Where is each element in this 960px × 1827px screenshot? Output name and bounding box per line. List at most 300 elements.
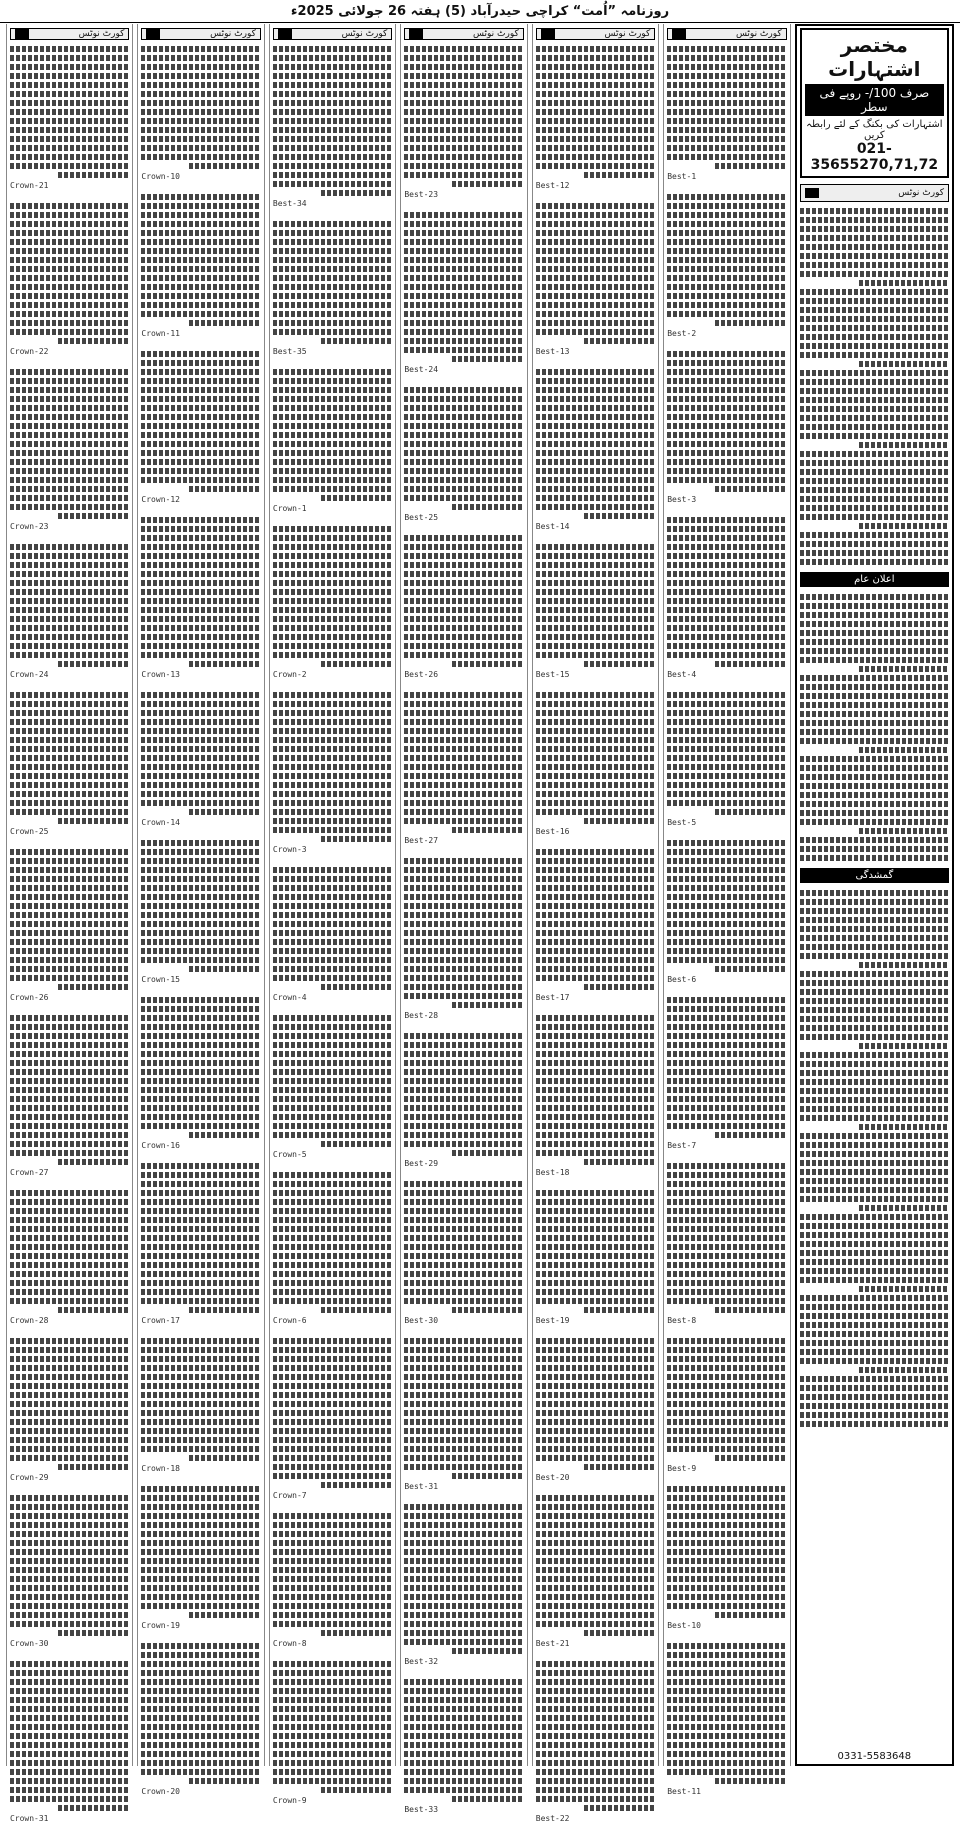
text-line <box>141 1513 260 1519</box>
text-line <box>404 1410 523 1416</box>
text-line <box>667 517 786 523</box>
text-line <box>141 1347 260 1353</box>
text-line <box>58 513 130 519</box>
text-line <box>10 544 129 550</box>
text-line <box>667 903 786 909</box>
text-line <box>404 1603 523 1609</box>
text-line <box>189 1307 261 1313</box>
text-line <box>667 212 786 218</box>
text-line <box>667 378 786 384</box>
text-line <box>536 127 655 133</box>
text-line <box>141 1181 260 1187</box>
text-line <box>404 1724 523 1730</box>
text-line <box>10 1688 129 1694</box>
text-line <box>10 1015 129 1021</box>
text-line <box>404 311 523 317</box>
text-line <box>667 1078 786 1084</box>
text-line <box>536 459 655 465</box>
text-line <box>667 64 786 70</box>
text-line <box>452 181 524 187</box>
text-line <box>859 1205 949 1211</box>
gavel-icon <box>672 29 686 39</box>
text-line <box>273 912 392 918</box>
notice-code: Best-14 <box>535 522 570 531</box>
text-line <box>10 118 129 124</box>
notice-code: Crown-10 <box>141 172 180 181</box>
text-line <box>273 441 392 447</box>
text-line <box>800 343 949 349</box>
text-line <box>404 212 523 218</box>
text-line <box>273 163 392 169</box>
notice-item <box>10 1187 129 1329</box>
text-line <box>667 55 786 61</box>
text-line <box>800 1304 949 1310</box>
text-line <box>273 1015 392 1021</box>
text-line <box>667 1603 786 1609</box>
text-line <box>10 1150 129 1156</box>
text-line <box>10 1522 129 1528</box>
notice-item <box>404 1178 523 1329</box>
text-line <box>667 692 786 698</box>
text-line <box>800 621 949 627</box>
text-line <box>667 1585 786 1591</box>
text-line <box>536 432 655 438</box>
text-line <box>667 194 786 200</box>
notice-item <box>536 1187 655 1329</box>
text-line <box>141 1724 260 1730</box>
text-line <box>800 244 949 250</box>
text-line <box>10 1513 129 1519</box>
text-line <box>273 432 392 438</box>
text-line <box>141 1410 260 1416</box>
court-notice-label: کورٹ نوٹس <box>898 188 944 198</box>
text-line <box>536 1087 655 1093</box>
text-line <box>141 643 260 649</box>
text-line <box>10 387 129 393</box>
text-line <box>536 1558 655 1564</box>
text-line <box>536 903 655 909</box>
text-line <box>667 1504 786 1510</box>
text-line <box>273 230 392 236</box>
notice-item <box>667 837 786 988</box>
text-line <box>141 136 260 142</box>
text-line <box>141 1446 260 1452</box>
notice-code: Best-13 <box>535 347 570 356</box>
text-line <box>273 1132 392 1138</box>
text-line <box>536 1495 655 1501</box>
text-line <box>667 1733 786 1739</box>
text-line <box>141 535 260 541</box>
court-notice-icon <box>536 28 655 40</box>
text-line <box>10 1419 129 1425</box>
notice-item <box>404 689 523 849</box>
text-line <box>10 1437 129 1443</box>
text-line <box>667 1338 786 1344</box>
text-line <box>141 284 260 290</box>
text-line <box>404 580 523 586</box>
notice-item <box>10 689 129 840</box>
header-title: مختصر اشتہارات <box>828 33 921 81</box>
text-line <box>404 1751 523 1757</box>
notice-item <box>667 1640 786 1800</box>
text-line <box>141 1567 260 1573</box>
notice-code: Best-1 <box>667 172 697 181</box>
text-line <box>667 1226 786 1232</box>
text-line <box>536 1289 655 1295</box>
text-line <box>141 1244 260 1250</box>
section-public-tag: اعلان عام <box>800 572 949 587</box>
text-line <box>404 1576 523 1582</box>
text-line <box>141 598 260 604</box>
notice-code: Best-19 <box>535 1316 570 1325</box>
text-line <box>667 1280 786 1286</box>
text-line <box>536 589 655 595</box>
text-line <box>536 1217 655 1223</box>
text-line <box>715 1778 787 1784</box>
text-line <box>404 1190 523 1196</box>
text-line <box>141 360 260 366</box>
notice-code: Crown-20 <box>141 1787 180 1796</box>
text-line <box>273 782 392 788</box>
text-line <box>404 984 523 990</box>
header-note: اشتہارات کی بکنگ کے لئے رابطہ کریں <box>806 119 943 141</box>
text-line <box>10 876 129 882</box>
text-line <box>273 1226 392 1232</box>
text-line <box>141 1428 260 1434</box>
notice-code: Best-7 <box>667 1141 697 1150</box>
notice-code: Crown-16 <box>141 1141 180 1150</box>
text-line <box>141 55 260 61</box>
text-line <box>58 338 130 344</box>
text-line <box>10 894 129 900</box>
text-line <box>404 1612 523 1618</box>
text-line <box>273 91 392 97</box>
notice-code: Best-25 <box>404 513 439 522</box>
text-line <box>667 1531 786 1537</box>
text-line <box>141 728 260 734</box>
notice-code: Best-15 <box>535 670 570 679</box>
text-line <box>273 64 392 70</box>
text-line <box>800 1268 949 1274</box>
text-line <box>536 1670 655 1676</box>
text-line <box>321 1307 393 1313</box>
text-line <box>10 1504 129 1510</box>
text-line <box>141 154 260 160</box>
text-line <box>10 710 129 716</box>
text-line <box>141 1531 260 1537</box>
text-line <box>667 248 786 254</box>
text-line <box>404 598 523 604</box>
text-line <box>667 1751 786 1757</box>
text-line <box>141 858 260 864</box>
text-line <box>273 692 392 698</box>
text-line <box>10 1114 129 1120</box>
text-line <box>10 1531 129 1537</box>
text-line <box>800 208 949 214</box>
text-line <box>536 1383 655 1389</box>
text-line <box>141 1280 260 1286</box>
text-line <box>58 818 130 824</box>
text-line <box>536 746 655 752</box>
text-line <box>800 980 949 986</box>
text-line <box>273 1455 392 1461</box>
notice-code: Best-22 <box>535 1814 570 1823</box>
text-line <box>404 477 523 483</box>
text-line <box>404 634 523 640</box>
text-line <box>859 962 949 968</box>
header-column-body-3 <box>800 887 949 1430</box>
notice-item <box>141 994 260 1154</box>
text-line <box>404 755 523 761</box>
text-line <box>273 320 392 326</box>
text-line <box>584 661 656 667</box>
text-line <box>10 580 129 586</box>
text-line <box>141 1697 260 1703</box>
text-line <box>536 1522 655 1528</box>
text-line <box>667 118 786 124</box>
text-line <box>141 1558 260 1564</box>
notice-code: Best-12 <box>535 181 570 190</box>
text-line <box>273 1033 392 1039</box>
text-line <box>273 1208 392 1214</box>
text-line <box>10 504 129 510</box>
header-phone: 021-35655270,71,72 <box>810 141 939 173</box>
text-line <box>321 1630 393 1636</box>
text-line <box>800 496 949 502</box>
text-line <box>273 921 392 927</box>
masthead: روزنامہ ”اُمت“ کراچی حیدرآباد (5) ہفتہ 26 جولائی 2025ء <box>0 0 960 23</box>
notice-code: Best-34 <box>272 199 307 208</box>
text-line <box>273 701 392 707</box>
text-line <box>667 1392 786 1398</box>
text-line <box>273 827 392 833</box>
text-line <box>141 876 260 882</box>
text-line <box>404 1347 523 1353</box>
text-line <box>10 100 129 106</box>
text-line <box>536 1760 655 1766</box>
text-line <box>141 1715 260 1721</box>
text-line <box>667 423 786 429</box>
text-line <box>404 347 523 353</box>
text-line <box>715 1132 787 1138</box>
text-line <box>536 1190 655 1196</box>
text-line <box>859 1367 949 1373</box>
text-line <box>273 275 392 281</box>
text-line <box>667 1661 786 1667</box>
text-line <box>536 1150 655 1156</box>
text-line <box>800 1070 949 1076</box>
text-line <box>404 1226 523 1232</box>
text-line <box>273 1751 392 1757</box>
text-line <box>141 1365 260 1371</box>
text-line <box>404 387 523 393</box>
text-line <box>404 1123 523 1129</box>
text-line <box>273 1742 392 1748</box>
text-line <box>273 1760 392 1766</box>
text-line <box>273 616 392 622</box>
text-line <box>404 1549 523 1555</box>
text-line <box>667 360 786 366</box>
text-line <box>800 469 949 475</box>
text-line <box>667 1558 786 1564</box>
text-line <box>667 1199 786 1205</box>
text-line <box>10 1594 129 1600</box>
text-line <box>273 957 392 963</box>
text-line <box>10 127 129 133</box>
text-line <box>141 1540 260 1546</box>
text-line <box>536 894 655 900</box>
text-line <box>667 1486 786 1492</box>
text-line <box>584 1307 656 1313</box>
text-line <box>10 423 129 429</box>
text-line <box>667 109 786 115</box>
text-line <box>800 487 949 493</box>
text-line <box>536 212 655 218</box>
text-line <box>10 145 129 151</box>
text-line <box>800 415 949 421</box>
text-line <box>667 1114 786 1120</box>
text-line <box>667 885 786 891</box>
text-line <box>10 800 129 806</box>
text-line <box>273 634 392 640</box>
text-line <box>10 1733 129 1739</box>
text-line <box>10 1271 129 1277</box>
text-line <box>404 1455 523 1461</box>
text-line <box>584 172 656 178</box>
text-line <box>536 562 655 568</box>
text-line <box>141 405 260 411</box>
text-line <box>452 661 524 667</box>
text-line <box>10 55 129 61</box>
text-line <box>10 1365 129 1371</box>
text-line <box>141 1078 260 1084</box>
text-line <box>141 275 260 281</box>
text-line <box>452 1796 524 1802</box>
text-line <box>141 719 260 725</box>
text-line <box>800 307 949 313</box>
text-line <box>667 1428 786 1434</box>
text-line <box>141 396 260 402</box>
text-line <box>10 975 129 981</box>
text-line <box>536 1024 655 1030</box>
text-line <box>667 1271 786 1277</box>
text-line <box>404 293 523 299</box>
text-line <box>273 800 392 806</box>
text-line <box>404 1244 523 1250</box>
text-line <box>536 1051 655 1057</box>
text-line <box>667 1262 786 1268</box>
text-line <box>800 1115 949 1121</box>
notice-code: Best-20 <box>535 1473 570 1482</box>
text-line <box>404 172 523 178</box>
text-line <box>536 1271 655 1277</box>
text-line <box>800 271 949 277</box>
text-line <box>10 1217 129 1223</box>
text-line <box>10 1356 129 1362</box>
text-line <box>10 369 129 375</box>
text-line <box>715 1307 787 1313</box>
notice-code: Best-27 <box>404 836 439 845</box>
text-line <box>667 939 786 945</box>
text-line <box>667 239 786 245</box>
text-line <box>404 1181 523 1187</box>
text-line <box>800 855 949 861</box>
text-line <box>141 64 260 70</box>
text-line <box>536 782 655 788</box>
court-notice-label: کورٹ نوٹس <box>604 29 651 39</box>
notice-code: Best-32 <box>404 1657 439 1666</box>
text-line <box>800 433 949 439</box>
text-line <box>273 625 392 631</box>
text-line <box>667 1513 786 1519</box>
text-line <box>800 370 949 376</box>
text-line <box>536 1262 655 1268</box>
text-line <box>536 1123 655 1129</box>
text-line <box>404 239 523 245</box>
text-line <box>800 397 949 403</box>
text-line <box>141 1163 260 1169</box>
text-line <box>141 468 260 474</box>
text-line <box>141 1419 260 1425</box>
text-line <box>667 1769 786 1775</box>
text-line <box>404 1679 523 1685</box>
text-line <box>800 532 949 538</box>
text-line <box>536 239 655 245</box>
notice-code: Crown-24 <box>9 670 49 679</box>
text-line <box>10 1549 129 1555</box>
text-line <box>273 1172 392 1178</box>
text-line <box>141 1769 260 1775</box>
text-line <box>404 975 523 981</box>
text-line <box>667 1015 786 1021</box>
text-line <box>800 1052 949 1058</box>
text-line <box>536 369 655 375</box>
text-line <box>667 773 786 779</box>
text-line <box>404 746 523 752</box>
text-line <box>536 634 655 640</box>
text-line <box>141 544 260 550</box>
text-line <box>584 513 656 519</box>
text-line <box>667 1410 786 1416</box>
text-line <box>58 1630 130 1636</box>
notice-code: Crown-7 <box>272 1491 307 1500</box>
text-line <box>536 1244 655 1250</box>
text-line <box>10 755 129 761</box>
text-line <box>452 1002 524 1008</box>
text-line <box>800 810 949 816</box>
text-line <box>404 414 523 420</box>
text-line <box>584 818 656 824</box>
notice-item <box>141 191 260 342</box>
notice-code: Best-10 <box>667 1621 701 1630</box>
notice-item <box>141 689 260 831</box>
text-line <box>273 1365 392 1371</box>
text-line <box>404 163 523 169</box>
text-line <box>404 912 523 918</box>
text-line <box>800 460 949 466</box>
text-line <box>10 154 129 160</box>
text-line <box>10 1576 129 1582</box>
text-line <box>667 921 786 927</box>
text-line <box>536 791 655 797</box>
text-line <box>404 885 523 891</box>
gavel-icon <box>409 29 423 39</box>
text-line <box>715 163 787 169</box>
text-line <box>800 262 949 268</box>
text-line <box>404 1742 523 1748</box>
text-line <box>189 1132 261 1138</box>
text-line <box>141 1594 260 1600</box>
